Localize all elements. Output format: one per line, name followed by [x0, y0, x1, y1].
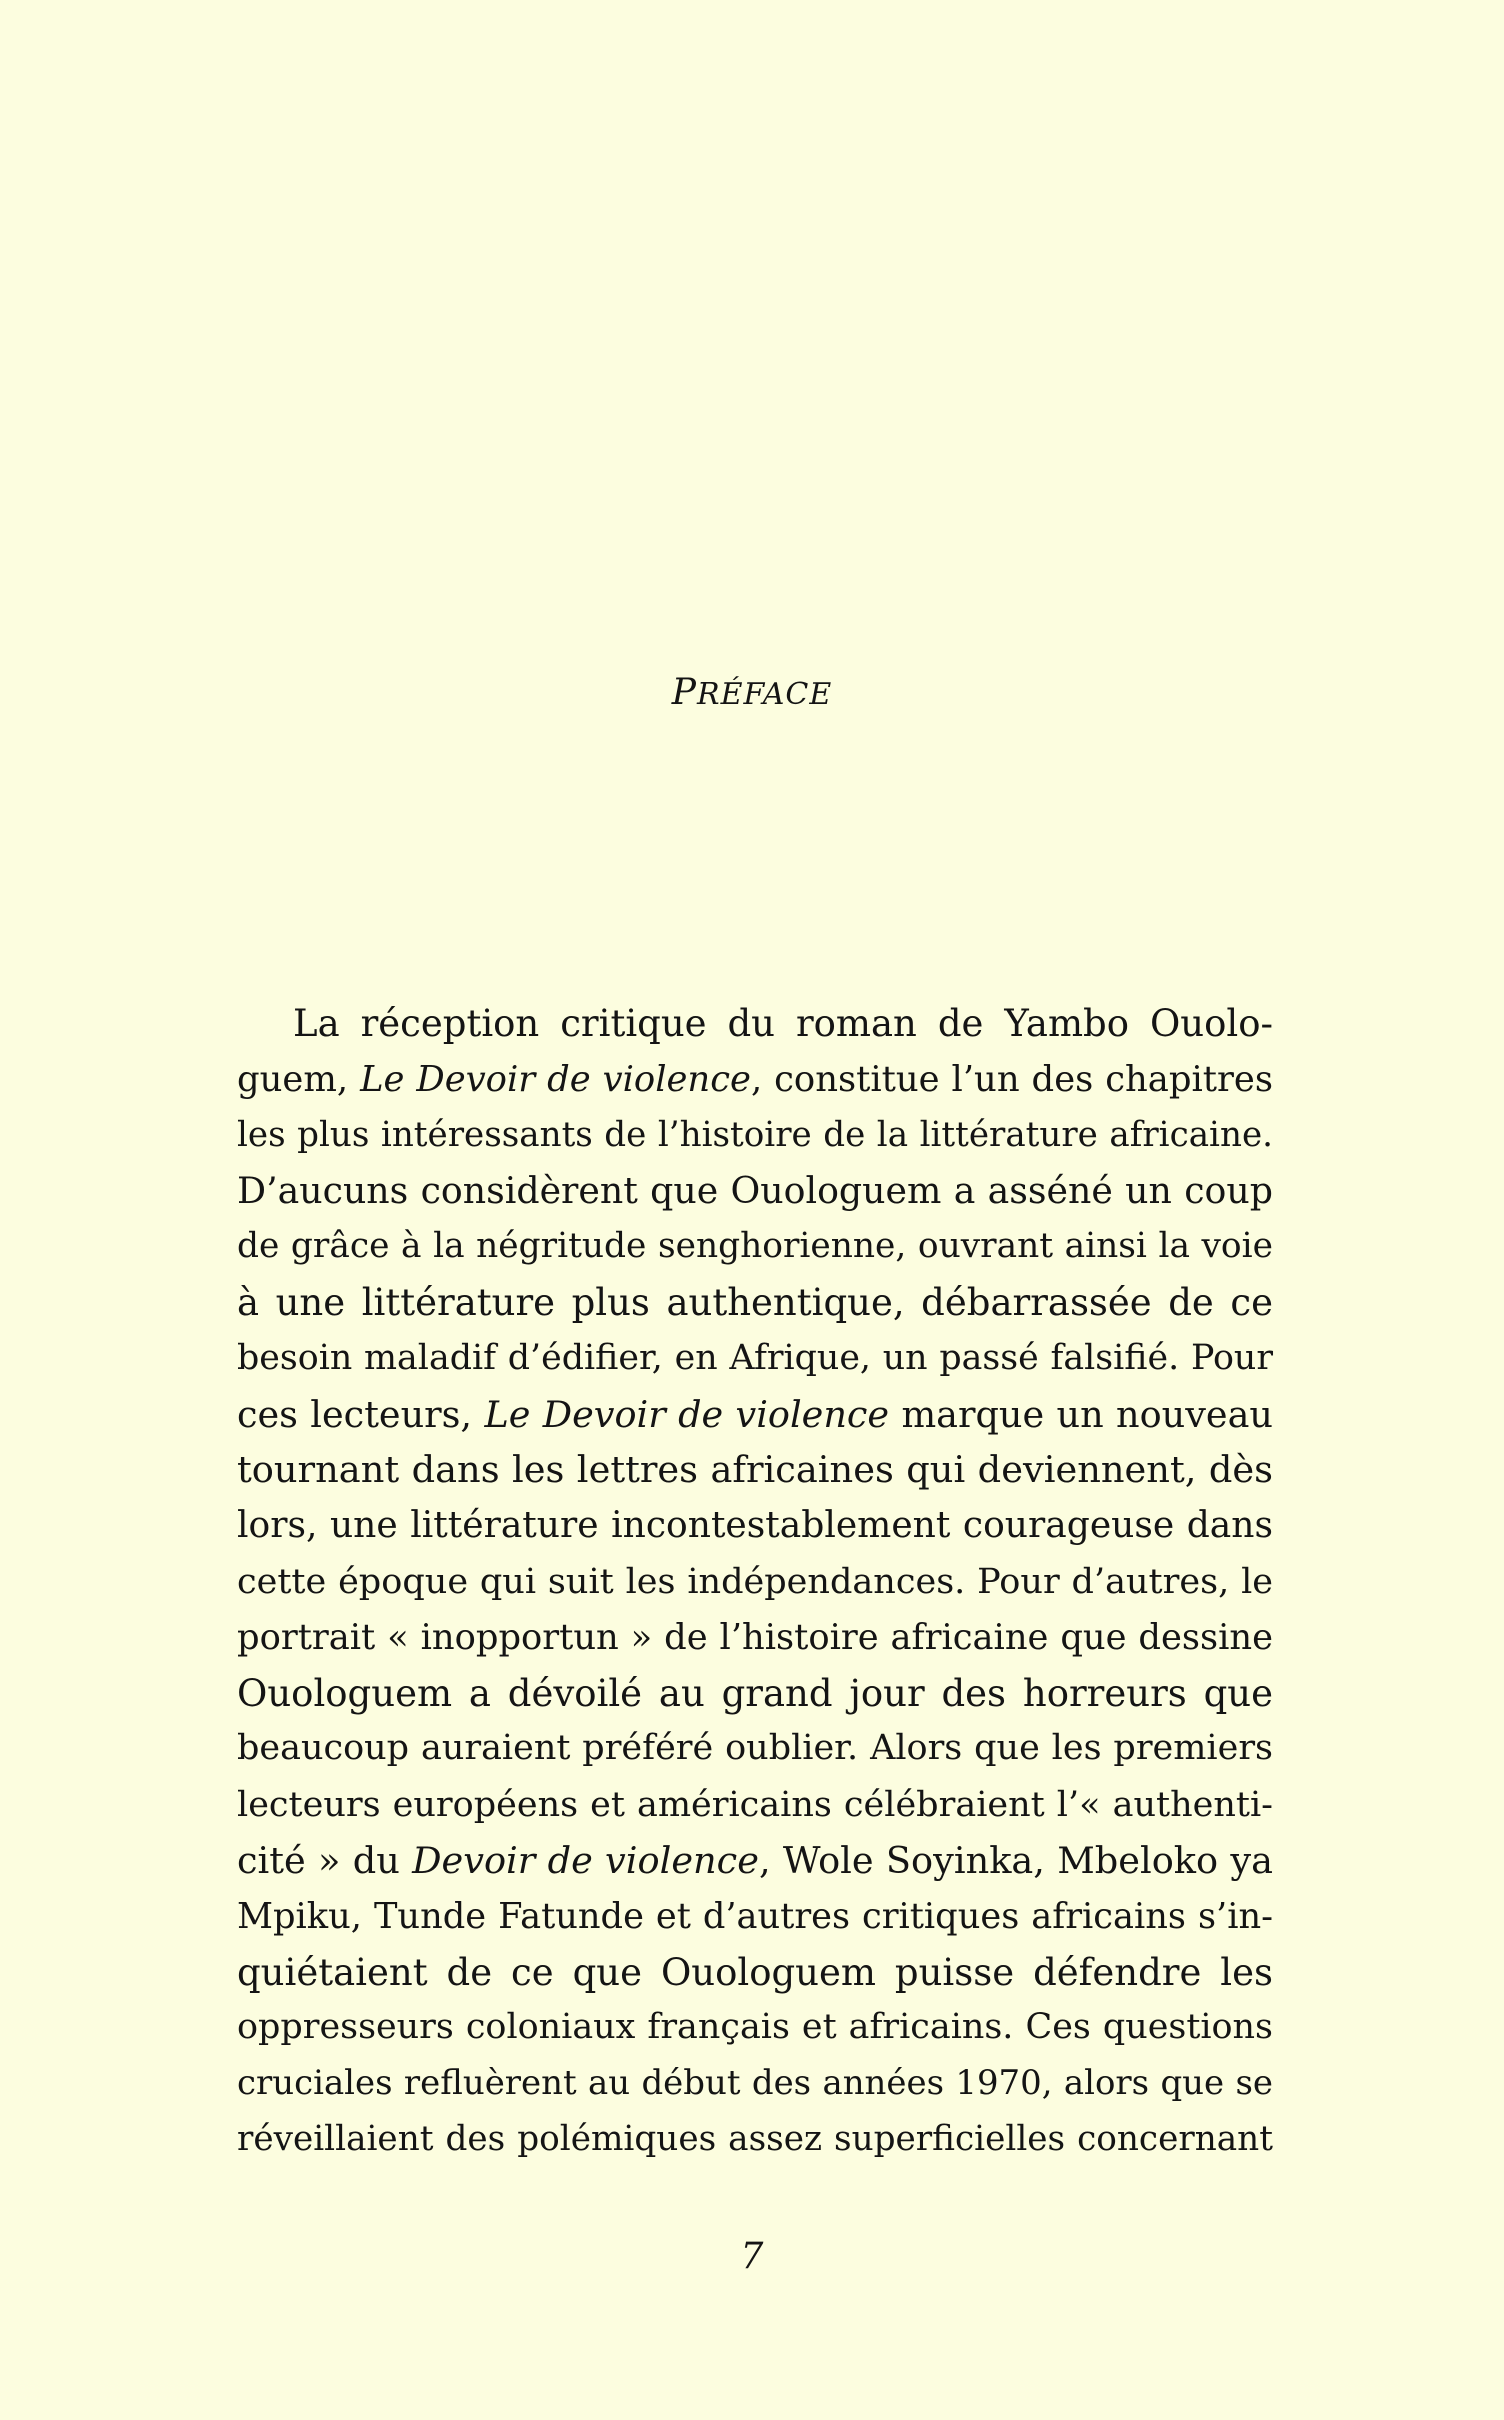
heading-initial: P [671, 672, 697, 713]
paragraph-line [237, 1442, 1273, 1498]
book-title: Devoir de violence [412, 1838, 759, 1882]
line-text: de grâce à la négritude senghorienne, ouvrant ainsi la voie [237, 1226, 1273, 1267]
paragraph-line [237, 1108, 1273, 1164]
line-text: marque un nouveau [889, 1392, 1273, 1436]
line-text: les plus intéressants de l’histoire de la littérature africaine. [237, 1114, 1273, 1155]
line-text: portrait « inopportun » de l’histoire africaine que dessine [237, 1616, 1273, 1658]
paragraph-line [237, 1163, 1273, 1219]
line-text: cité » du [237, 1838, 413, 1882]
paragraph-line [237, 1387, 1273, 1443]
line-text: cruciales refluèrent au début des années 1970, alors que se [237, 2063, 1273, 2104]
line-text: La réception critique du roman de Yambo Ouolo- [293, 1002, 1273, 1045]
preface-paragraph [237, 996, 1273, 2168]
page-number: 7 [740, 2236, 764, 2277]
paragraph-line [237, 1219, 1273, 1275]
line-text: réveillaient des polémiques assez superficielles concernant [237, 2118, 1273, 2159]
heading-rest: RÉFACE [697, 677, 833, 712]
paragraph-line [237, 1331, 1273, 1387]
line-text: D’aucuns considèrent que Ouologuem a asséné un coup [237, 1169, 1273, 1213]
paragraph-line [237, 2112, 1273, 2168]
book-title: Le Devoir de violence [484, 1392, 890, 1436]
line-text: guem, [237, 1058, 361, 1100]
paragraph-line [237, 1052, 1273, 1108]
line-text: , Wole Soyinka, Mbeloko ya [758, 1838, 1273, 1882]
line-text: lecteurs européens et américains célébraient l’« authenti- [237, 1784, 1273, 1826]
paragraph-line [237, 2056, 1273, 2112]
paragraph-line [237, 1554, 1273, 1610]
paragraph-line [237, 1610, 1273, 1666]
line-text: oppresseurs coloniaux français et africains. Ces questions [237, 2007, 1273, 2048]
paragraph-line [237, 1666, 1273, 1722]
paragraph-line [237, 1777, 1273, 1833]
paragraph-line [237, 1498, 1273, 1554]
book-title: Le Devoir de violence [360, 1058, 751, 1100]
line-text: quiétaient de ce que Ouologuem puisse défendre les [237, 1950, 1273, 1994]
line-text: besoin maladif d’édifier, en Afrique, un passé falsifié. Pour [237, 1337, 1273, 1378]
line-text: tournant dans les lettres africaines qui deviennent, dès [237, 1448, 1273, 1492]
preface-heading [0, 672, 1504, 713]
paragraph-line [237, 996, 1273, 1052]
line-text: , constitue l’un des chapitres [750, 1058, 1273, 1100]
paragraph-line [237, 1945, 1273, 2001]
paragraph-line [237, 1275, 1273, 1331]
line-text: Mpiku, Tunde Fatunde et d’autres critiques africains s’in- [237, 1895, 1273, 1937]
paragraph-line [237, 2000, 1273, 2056]
line-text: Ouologuem a dévoilé au grand jour des horreurs que [237, 1671, 1273, 1715]
line-text: cette époque qui suit les indépendances. Pour d’autres, le [237, 1560, 1273, 1602]
paragraph-line [237, 1721, 1273, 1777]
paragraph-line [237, 1889, 1273, 1945]
line-text: ces lecteurs, [237, 1392, 485, 1436]
line-text: à une littérature plus authentique, débarrassée de ce [237, 1280, 1273, 1324]
line-text: beaucoup auraient préféré oublier. Alors que les premiers [237, 1728, 1273, 1769]
line-text: lors, une littérature incontestablement courageuse dans [237, 1504, 1273, 1547]
paragraph-line [237, 1833, 1273, 1889]
